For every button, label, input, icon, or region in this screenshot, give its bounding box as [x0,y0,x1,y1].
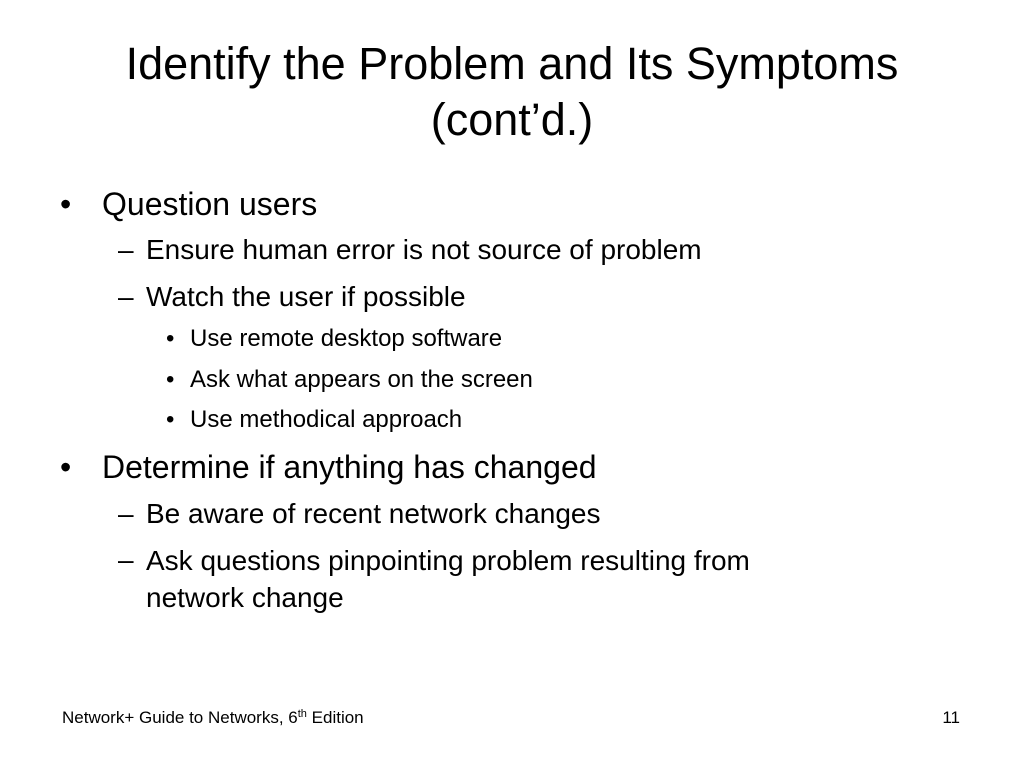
footer-book-prefix: Network+ Guide to Networks, 6 [62,708,298,727]
dash-marker: – [118,234,134,265]
footer-edition-superscript: th [297,708,307,720]
slide-title [40,36,984,148]
dash-marker: – [118,544,134,575]
bullet-text: Question users [102,186,318,222]
bullet-text: Use methodical approach [190,406,463,433]
bullet-text-line-2: network change [146,582,344,613]
footer-book-title [62,707,364,729]
dash-marker: – [118,281,134,312]
page-number: 11 [942,708,960,727]
dash-marker: – [118,498,134,529]
bullet-text: Use remote desktop software [190,325,503,352]
bullet-text: Ask what appears on the screen [190,366,533,393]
bullet-text-line-1: Ask questions pinpointing problem resulting from [146,545,750,576]
bullet-marker: • [166,406,175,433]
bullet-text [146,542,750,616]
bullet-text: Watch the user if possible [146,281,466,312]
bullet-text: Ensure human error is not source of problem [146,234,702,265]
bullet-text: Be aware of recent network changes [146,498,601,529]
slide-title-line-1: Identify the Problem and Its Symptoms [125,38,899,89]
slide-title-line-2: (cont’d.) [430,94,594,145]
bullet-marker: • [166,366,175,393]
bullet-marker: • [60,449,72,485]
bullet-marker: • [166,325,175,352]
footer-book-suffix: Edition [306,708,364,727]
bullet-text: Determine if anything has changed [102,449,597,485]
bullet-marker: • [60,186,72,222]
